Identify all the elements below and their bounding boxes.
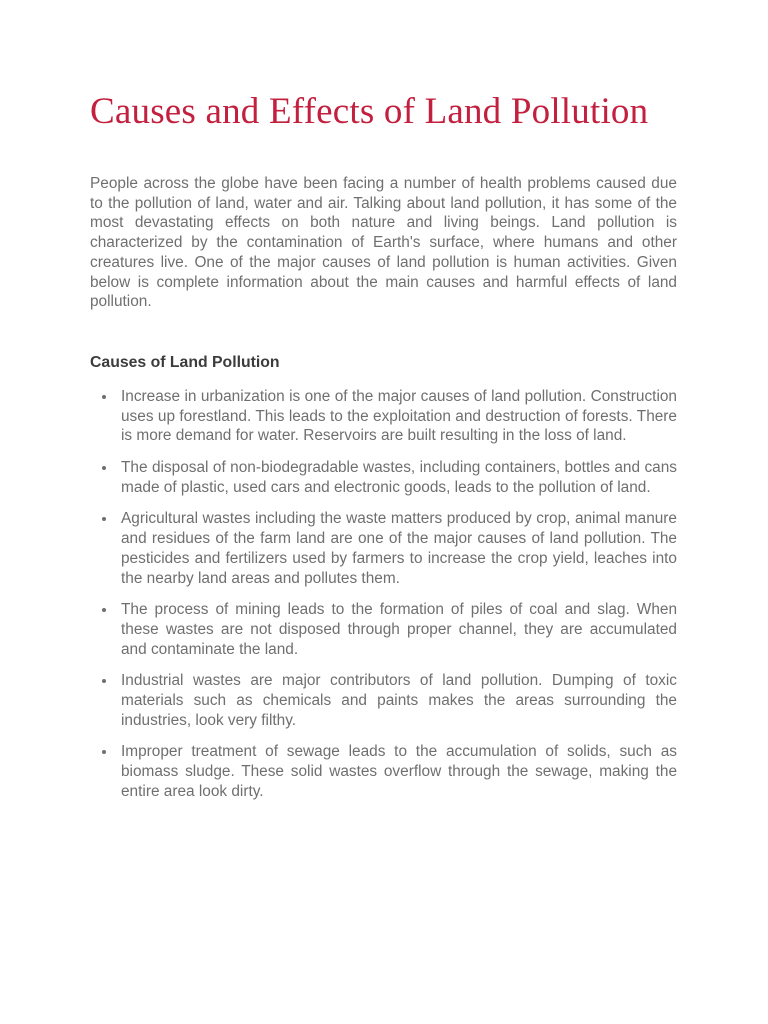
bullet-icon (102, 750, 106, 754)
list-item (90, 458, 677, 497)
list-item (90, 387, 677, 446)
list-item-text: The disposal of non-biodegradable wastes, including containers, bottles and cans made of plastic, used cars and electronic goods, leads to the pollution of land. (121, 459, 677, 496)
list-item (90, 742, 677, 801)
bullet-icon (102, 679, 106, 683)
list-item (90, 671, 677, 730)
list-item-text: Industrial wastes are major contributors of land pollution. Dumping of toxic materials such as chemicals and paints makes the areas surrounding the industries, look very filthy. (121, 672, 677, 729)
bullet-icon (102, 395, 106, 399)
list-item (90, 600, 677, 659)
bullet-icon (102, 608, 106, 612)
list-item-text: Agricultural wastes including the waste matters produced by crop, animal manure and residues of the farm land are one of the major causes of land pollution. The pesticides and fertilizers used by farmers to increase the crop yield, leaches into the nearby land areas and pollutes them. (121, 510, 677, 587)
bullet-icon (102, 517, 106, 521)
list-item-text: The process of mining leads to the formation of piles of coal and slag. When these wastes are not disposed through proper channel, they are accumulated and contaminate the land. (121, 601, 677, 658)
section-heading-causes: Causes of Land Pollution (90, 353, 280, 371)
list-item (90, 509, 677, 588)
list-item-text: Increase in urbanization is one of the major causes of land pollution. Construction uses up forestland. This leads to the exploitation and destruction of forests. There is more demand for water. Reservoirs are built resulting in the loss of land. (121, 387, 677, 445)
intro-paragraph: People across the globe have been facing a number of health problems caused due to the pollution of land, water and air. Talking about land pollution, it has some of the most devastating effects on both nature and living beings. Land pollution is characterized by the contamination of Earth's surface, where humans and other creatures live. One of the major causes of land pollution is human activities. Given below is complete information about the main causes and harmful effects of land pollution. (90, 175, 677, 311)
document-title: Causes and Effects of Land Pollution (90, 91, 649, 132)
list-item-text: Improper treatment of sewage leads to the accumulation of solids, such as biomass sludge. These solid wastes overflow through the sewage, making the entire area look dirty. (121, 743, 677, 800)
causes-bullet-list (90, 387, 677, 802)
bullet-icon (102, 466, 106, 470)
